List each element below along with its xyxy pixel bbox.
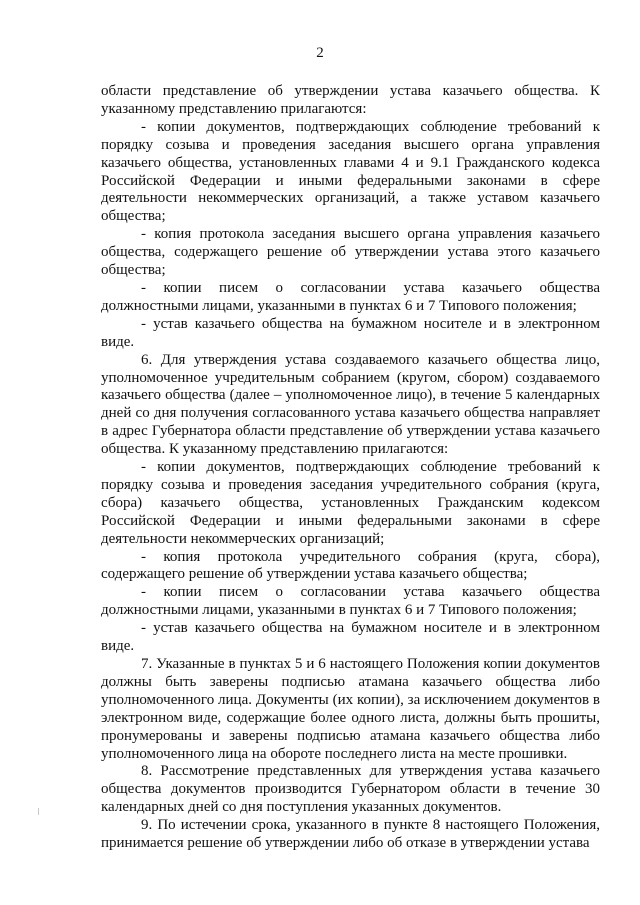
paragraph: - копии документов, подтверждающих соблюдение требований к порядку созыва и проведения заседания учредительного собрания (круга, сбора) казачьего общества, установленных Гражданским кодексом Российской Федерации и иными федеральными законами в сфере деятельности некоммерческих организаций; — [101, 459, 600, 547]
page-number: 2 — [316, 45, 324, 61]
paragraph: 8. Рассмотрение представленных для утверждения устава казачьего общества документов производится Губернатором области в течение 30 календарных дней со дня поступления указанных документов. — [101, 763, 600, 816]
paragraph: 6. Для утверждения устава создаваемого казачьего общества лицо, уполномоченное учредительным собранием (кругом, сбором) создаваемого казачьего общества (далее – уполномоченное лицо), в течение 5 календарных дней со дня получения согласованного устава казачьего общества направляет в адрес Губернатора области представление об утверждении устава казачьего общества. К указанному представлению прилагаются: — [101, 351, 600, 458]
paragraph: - копия протокола заседания высшего органа управления казачьего общества, содержащего решение об утверждении устава этого казачьего общества; — [101, 226, 600, 279]
paragraph: - копии писем о согласовании устава казачьего общества должностными лицами, указанными в пунктах 6 и 7 Типового положения; — [101, 584, 600, 619]
paragraph: - копии документов, подтверждающих соблюдение требований к порядку созыва и проведения заседания высшего органа управления казачьего общества, установленных главами 4 и 9.1 Гражданского кодекса Российской Федерации и иными федеральными законами в сфере деятельности некоммерческих организаций, а также уставом казачьего общества; — [101, 118, 600, 225]
paragraph: области представление об утверждении устава казачьего общества. К указанному представлению прилагаются: — [101, 83, 600, 117]
paragraph: - копии писем о согласовании устава казачьего общества должностными лицами, указанными в пунктах 6 и 7 Типового положения; — [101, 279, 600, 314]
paragraph: - устав казачьего общества на бумажном носителе и в электронном виде. — [101, 315, 600, 350]
paragraph: 7. Указанные в пунктах 5 и 6 настоящего Положения копии документов должны быть заверены подписью атамана казачьего общества либо уполномоченного лица. Документы (их копии), за исключением документов в электронном виде, содержащие более одного листа, должны быть прошиты, пронумерованы и заверены подписью атамана казачьего общества либо уполномоченного лица на обороте последнего листа на месте прошивки. — [101, 656, 600, 762]
document-body — [101, 83, 600, 853]
margin-mark — [38, 808, 39, 815]
paragraph: - копия протокола учредительного собрания (круга, сбора), содержащего решение об утверждении устава казачьего общества; — [101, 548, 600, 583]
paragraph: 9. По истечении срока, указанного в пункте 8 настоящего Положения, принимается решение об утверждении либо об отказе в утверждении устава — [101, 817, 600, 852]
paragraph: - устав казачьего общества на бумажном носителе и в электронном виде. — [101, 620, 600, 655]
